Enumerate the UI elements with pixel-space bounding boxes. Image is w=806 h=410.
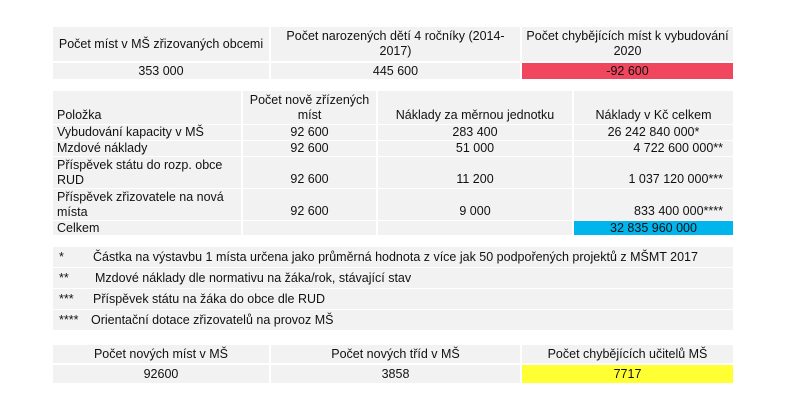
footnote xyxy=(53,310,733,330)
cost-header-count: Počet nově zřízených míst xyxy=(243,91,376,124)
footnote-mark: **** xyxy=(59,313,79,327)
top-header-capacity: Počet míst v MŠ zřizovaných obcemi xyxy=(53,27,269,61)
footnote-mark: * xyxy=(59,250,64,264)
cost-row-label: Příspěvek zřizovatele na nová místa xyxy=(53,189,241,220)
bottom-value-classes: 3858 xyxy=(271,365,520,383)
footnote-mark: *** xyxy=(59,292,74,306)
footnote xyxy=(53,247,733,267)
top-value-missing: -92 600 xyxy=(522,63,733,79)
cost-row-unit: 51 000 xyxy=(378,141,572,156)
footnote xyxy=(53,268,733,288)
footnote-text: Příspěvek státu na žáka do obce dle RUD xyxy=(93,292,326,306)
cost-row-unit: 9 000 xyxy=(378,189,572,220)
cost-row-total: 26 242 840 000* xyxy=(574,125,733,140)
cost-row-count: 92 600 xyxy=(243,125,376,140)
cost-total-empty xyxy=(378,221,572,235)
cost-row-count: 92 600 xyxy=(243,189,376,220)
top-value-births: 445 600 xyxy=(271,63,520,79)
cost-row-label: Mzdové náklady xyxy=(53,141,241,156)
cost-row-unit: 11 200 xyxy=(378,157,572,188)
top-header-births: Počet narozených dětí 4 ročníky (2014-2017) xyxy=(271,27,520,61)
footnote-mark: ** xyxy=(59,271,69,285)
cost-row-count: 92 600 xyxy=(243,141,376,156)
cost-total-value: 32 835 960 000 xyxy=(574,221,733,235)
cost-row-total: 833 400 000**** xyxy=(574,189,733,220)
cost-row-total: 4 722 600 000** xyxy=(574,141,733,156)
cost-row-label: Vybudování kapacity v MŠ xyxy=(53,125,241,140)
footnote-text: Částka na výstavbu 1 místa určena jako průměrná hodnota z více jak 50 podpořených projektů z MŠMT 2017 xyxy=(93,250,698,264)
cost-row-total: 1 037 120 000*** xyxy=(574,157,733,188)
cost-header-unit: Náklady za měrnou jednotku xyxy=(378,91,572,124)
cost-total-label: Celkem xyxy=(53,221,241,235)
bottom-value-teachers: 7717 xyxy=(522,365,733,383)
top-header-missing: Počet chybějících míst k vybudování 2020 xyxy=(522,27,733,61)
bottom-value-places: 92600 xyxy=(53,365,269,383)
cost-header-total: Náklady v Kč celkem xyxy=(574,91,733,124)
bottom-header-classes: Počet nových tříd v MŠ xyxy=(271,345,520,363)
top-value-capacity: 353 000 xyxy=(53,63,269,79)
bottom-header-teachers: Počet chybějících učitelů MŠ xyxy=(522,345,733,363)
footnote-text: Mzdové náklady dle normativu na žáka/rok, stávající stav xyxy=(95,271,412,285)
cost-row-unit: 283 400 xyxy=(378,125,572,140)
cost-row-label: Příspěvek státu do rozp. obce RUD xyxy=(53,157,241,188)
footnote-text: Orientační dotace zřizovatelů na provoz MŠ xyxy=(91,313,334,327)
cost-header-item: Položka xyxy=(53,91,241,124)
cost-row-count: 92 600 xyxy=(243,157,376,188)
footnote xyxy=(53,289,733,309)
cost-total-empty xyxy=(243,221,376,235)
bottom-header-places: Počet nových míst v MŠ xyxy=(53,345,269,363)
